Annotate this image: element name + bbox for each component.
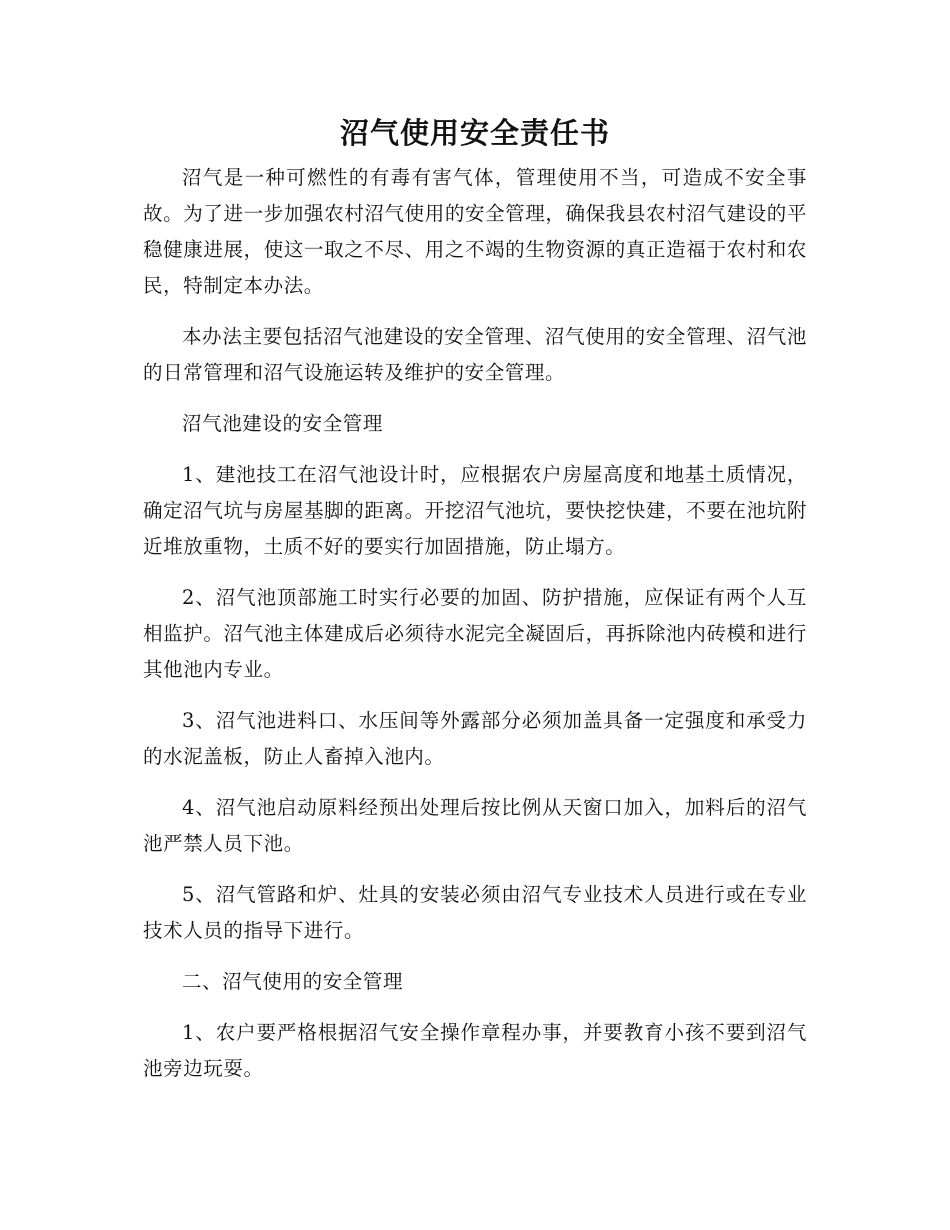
paragraph-item-2: 2、沼气池顶部施工时实行必要的加固、防护措施，应保证有两个人互相监护。沼气池主体建成后必须待水泥完全凝固后，再拆除池内砖模和进行其他池内专业。 bbox=[143, 586, 807, 681]
paragraph-item-4: 4、沼气池启动原料经预出处理后按比例从天窗口加入，加料后的沼气池严禁人员下池。 bbox=[143, 796, 807, 855]
section-heading-usage: 二、沼气使用的安全管理 bbox=[182, 970, 404, 993]
paragraph-usage-item-1: 1、农户要严格根据沼气安全操作章程办事，并要教育小孩不要到沼气池旁边玩耍。 bbox=[143, 1021, 807, 1080]
document-body bbox=[143, 112, 807, 1102]
paragraph-item-1: 1、建池技工在沼气池设计时，应根据农户房屋高度和地基土质情况，确定沼气坑与房屋基脚的距离。开挖沼气池坑，要快挖快建，不要在池坑附近堆放重物，土质不好的要实行加固措施，防止塌方。 bbox=[143, 463, 807, 558]
section-heading-construction: 沼气池建设的安全管理 bbox=[182, 412, 384, 435]
paragraph-item-3: 3、沼气池进料口、水压间等外露部分必须加盖具备一定强度和承受力的水泥盖板，防止人畜掉入池内。 bbox=[143, 709, 807, 768]
paragraph-intro: 沼气是一种可燃性的有毒有害气体，管理使用不当，可造成不安全事故。为了进一步加强农村沼气使用的安全管理，确保我县农村沼气建设的平稳健康进展，使这一取之不尽、用之不竭的生物资源的真正造福于农村和农民，特制定本办法。 bbox=[143, 166, 807, 297]
document-title: 沼气使用安全责任书 bbox=[339, 116, 610, 150]
paragraph-item-5: 5、沼气管路和炉、灶具的安装必须由沼气专业技术人员进行或在专业技术人员的指导下进行。 bbox=[143, 883, 807, 942]
paragraph-scope: 本办法主要包括沼气池建设的安全管理、沼气使用的安全管理、沼气池的日常管理和沼气设施运转及维护的安全管理。 bbox=[143, 325, 807, 384]
